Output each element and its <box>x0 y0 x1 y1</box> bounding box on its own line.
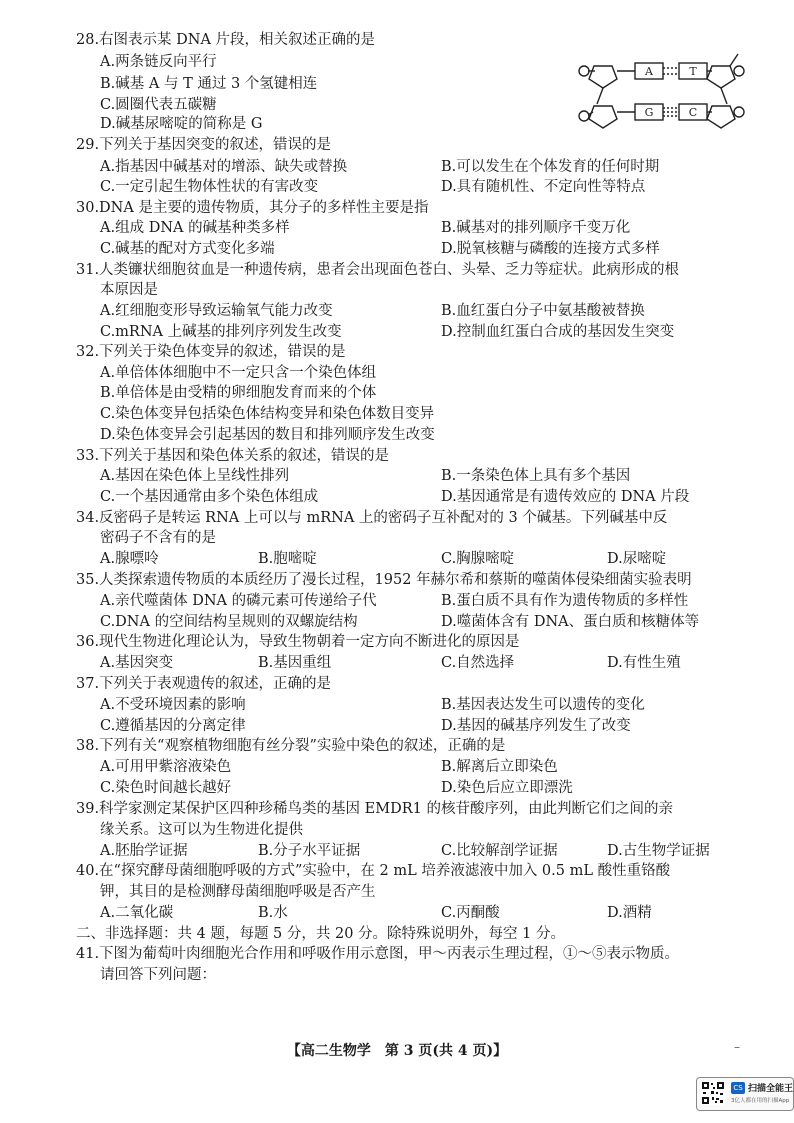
dna-fragment-diagram <box>572 46 750 132</box>
phosphate-circle <box>734 66 744 76</box>
phosphate-circle <box>579 111 589 121</box>
q37-option-a: A.不受环境因素的影响 <box>100 697 246 713</box>
q31-stem-continued: 本原因是 <box>100 282 158 298</box>
q38-option-d: D.染色后应立即漂洗 <box>441 780 573 796</box>
q28-option-a: A.两条链反向平行 <box>100 54 217 70</box>
base-label-a: A <box>645 65 653 78</box>
q36-option-a: A.基因突变 <box>100 655 174 671</box>
q40-option-b: B.水 <box>258 905 288 921</box>
q39-option-d: D.古生物学证据 <box>607 843 710 859</box>
q31-stem: 31.人类镰状细胞贫血是一种遗传病，患者会出现面色苍白、头晕、乏力等症状。此病形成的根 <box>76 262 680 278</box>
deoxyribose-pentagon <box>707 106 735 128</box>
q32-option-a: A.单倍体体细胞中不一定只含一个染色体组 <box>100 365 377 381</box>
page-footer: 【高二生物学 第 3 页(共 4 页)】 <box>286 1043 508 1059</box>
q36-option-c: C.自然选择 <box>441 655 515 671</box>
q28-option-c: C.圆圈代表五碳糖 <box>100 97 217 113</box>
q29-option-d: D.具有随机性、不定向性等特点 <box>441 179 646 195</box>
q39-option-c: C.比较解剖学证据 <box>441 843 558 859</box>
q30-stem: 30.DNA 是主要的遗传物质，其分子的多样性主要是指 <box>76 200 429 216</box>
qr-code-icon <box>701 1081 725 1105</box>
q40-stem: 40.在“探究酵母菌细胞呼吸的方式”实验中，在 2 mL 培养液滤液中加入 0.5 mL 酸性重铬酸 <box>76 863 671 879</box>
q41-stem: 41.下图为葡萄叶肉细胞光合作用和呼吸作用示意图，甲～丙表示生理过程，①～⑤表示物质。 <box>76 946 680 962</box>
q35-option-a: A.亲代噬菌体 DNA 的磷元素可传递给子代 <box>100 593 377 609</box>
corner-dash: – <box>734 1040 740 1054</box>
q29-stem: 29.下列关于基因突变的叙述，错误的是 <box>76 137 332 153</box>
q36-option-d: D.有性生殖 <box>607 655 681 671</box>
q34-option-d: D.尿嘧啶 <box>607 551 667 567</box>
base-label-g: G <box>644 106 654 119</box>
q28-option-b: B.碱基 A 与 T 通过 3 个氢键相连 <box>100 76 318 92</box>
q30-option-c: C.碱基的配对方式变化多端 <box>100 241 275 257</box>
q38-option-a: A.可用甲紫溶液染色 <box>100 759 232 775</box>
q35-stem: 35.人类探索遗传物质的本质经历了漫长过程，1952 年赫尔希和蔡斯的噬菌体侵染细菌实验表明 <box>76 572 692 588</box>
q35-option-c: C.DNA 的空间结构呈规则的双螺旋结构 <box>100 614 358 630</box>
q30-option-b: B.碱基对的排列顺序千变万化 <box>441 220 631 236</box>
q33-option-d: D.基因通常是有遗传效应的 DNA 片段 <box>441 489 690 505</box>
q38-stem: 38.下列有关“观察植物细胞有丝分裂”实验中染色的叙述，正确的是 <box>76 738 506 754</box>
q34-stem-continued: 密码子不含有的是 <box>100 530 216 546</box>
q30-option-a: A.组成 DNA 的碱基种类多样 <box>100 220 290 236</box>
q41-stem-continued: 请回答下列问题： <box>100 967 216 983</box>
q39-stem-continued: 缘关系。这可以为生物进化提供 <box>100 822 303 838</box>
q31-option-d: D.控制血红蛋白合成的基因发生突变 <box>441 324 675 340</box>
phosphate-circle <box>734 107 744 117</box>
q34-stem: 34.反密码子是转运 RNA 上可以与 mRNA 上的密码子互补配对的 3 个碱基。下列碱基中反 <box>76 510 668 526</box>
scanner-watermark <box>696 1077 794 1111</box>
q32-option-d: D.染色体变异会引起基因的数目和排列顺序发生改变 <box>100 427 435 443</box>
q32-option-b: B.单倍体是由受精的卵细胞发育而来的个体 <box>100 385 377 401</box>
q34-option-a: A.腺嘌呤 <box>100 551 159 567</box>
scanner-subtitle: 3亿人都在用的扫描App <box>731 1098 790 1104</box>
q39-option-b: B.分子水平证据 <box>258 843 361 859</box>
q37-option-c: C.遵循基因的分离定律 <box>100 718 246 734</box>
q29-option-c: C.一定引起生物体性状的有害改变 <box>100 179 319 195</box>
q38-option-c: C.染色时间越长越好 <box>100 780 232 796</box>
deoxyribose-pentagon <box>589 106 617 128</box>
q30-option-d: D.脱氧核糖与磷酸的连接方式多样 <box>441 241 660 257</box>
q31-option-c: C.mRNA 上碱基的排列序列发生改变 <box>100 324 342 340</box>
phosphate-circle <box>579 66 589 76</box>
q28-stem: 28.右图表示某 DNA 片段，相关叙述正确的是 <box>76 32 376 48</box>
scanner-logo-badge: CS <box>731 1082 745 1094</box>
base-label-c: C <box>688 106 698 119</box>
q32-stem: 32.下列关于染色体变异的叙述，错误的是 <box>76 344 346 360</box>
q40-stem-continued: 钾，其目的是检测酵母菌细胞呼吸是否产生 <box>100 884 376 900</box>
q28-option-d: D.碱基尿嘧啶的简称是 G <box>100 116 263 132</box>
q37-option-b: B.基因表达发生可以遗传的变化 <box>441 697 645 713</box>
q32-option-c: C.染色体变异包括染色体结构变异和染色体数目变异 <box>100 406 435 422</box>
q33-option-a: A.基因在染色体上呈线性排列 <box>100 468 290 484</box>
q33-option-c: C.一个基因通常由多个染色体组成 <box>100 489 319 505</box>
q29-option-b: B.可以发生在个体发育的任何时期 <box>441 159 660 175</box>
base-label-t: T <box>689 65 697 78</box>
scanner-title: 扫描全能王 <box>748 1084 794 1094</box>
q35-option-b: B.蛋白质不具有作为遗传物质的多样性 <box>441 593 689 609</box>
q37-option-d: D.基因的碱基序列发生了改变 <box>441 718 631 734</box>
deoxyribose-pentagon <box>589 66 617 88</box>
q40-option-c: C.丙酮酸 <box>441 905 500 921</box>
q34-option-c: C.胸腺嘧啶 <box>441 551 515 567</box>
q31-option-b: B.血红蛋白分子中氨基酸被替换 <box>441 303 645 319</box>
deoxyribose-pentagon <box>707 66 735 88</box>
q36-option-b: B.基因重组 <box>258 655 332 671</box>
q31-option-a: A.红细胞变形导致运输氧气能力改变 <box>100 303 333 319</box>
q33-option-b: B.一条染色体上具有多个基因 <box>441 468 631 484</box>
q39-option-a: A.胚胎学证据 <box>100 843 188 859</box>
q35-option-d: D.噬菌体含有 DNA、蛋白质和核糖体等 <box>441 614 700 630</box>
section-heading: 二、非选择题：共 4 题，每题 5 分，共 20 分。除特殊说明外，每空 1 分。 <box>76 926 565 942</box>
q40-option-d: D.酒精 <box>607 905 652 921</box>
q33-stem: 33.下列关于基因和染色体关系的叙述，错误的是 <box>76 448 390 464</box>
q37-stem: 37.下列关于表观遗传的叙述，正确的是 <box>76 676 332 692</box>
q36-stem: 36.现代生物进化理论认为，导致生物朝着一定方向不断进化的原因是 <box>76 634 520 650</box>
q29-option-a: A.指基因中碱基对的增添、缺失或替换 <box>100 159 348 175</box>
q38-option-b: B.解离后立即染色 <box>441 759 558 775</box>
q39-stem: 39.科学家测定某保护区四种珍稀鸟类的基因 EMDR1 的核苷酸序列，由此判断它们之间的亲 <box>76 801 673 817</box>
q34-option-b: B.胞嘧啶 <box>258 551 317 567</box>
q40-option-a: A.二氧化碳 <box>100 905 174 921</box>
